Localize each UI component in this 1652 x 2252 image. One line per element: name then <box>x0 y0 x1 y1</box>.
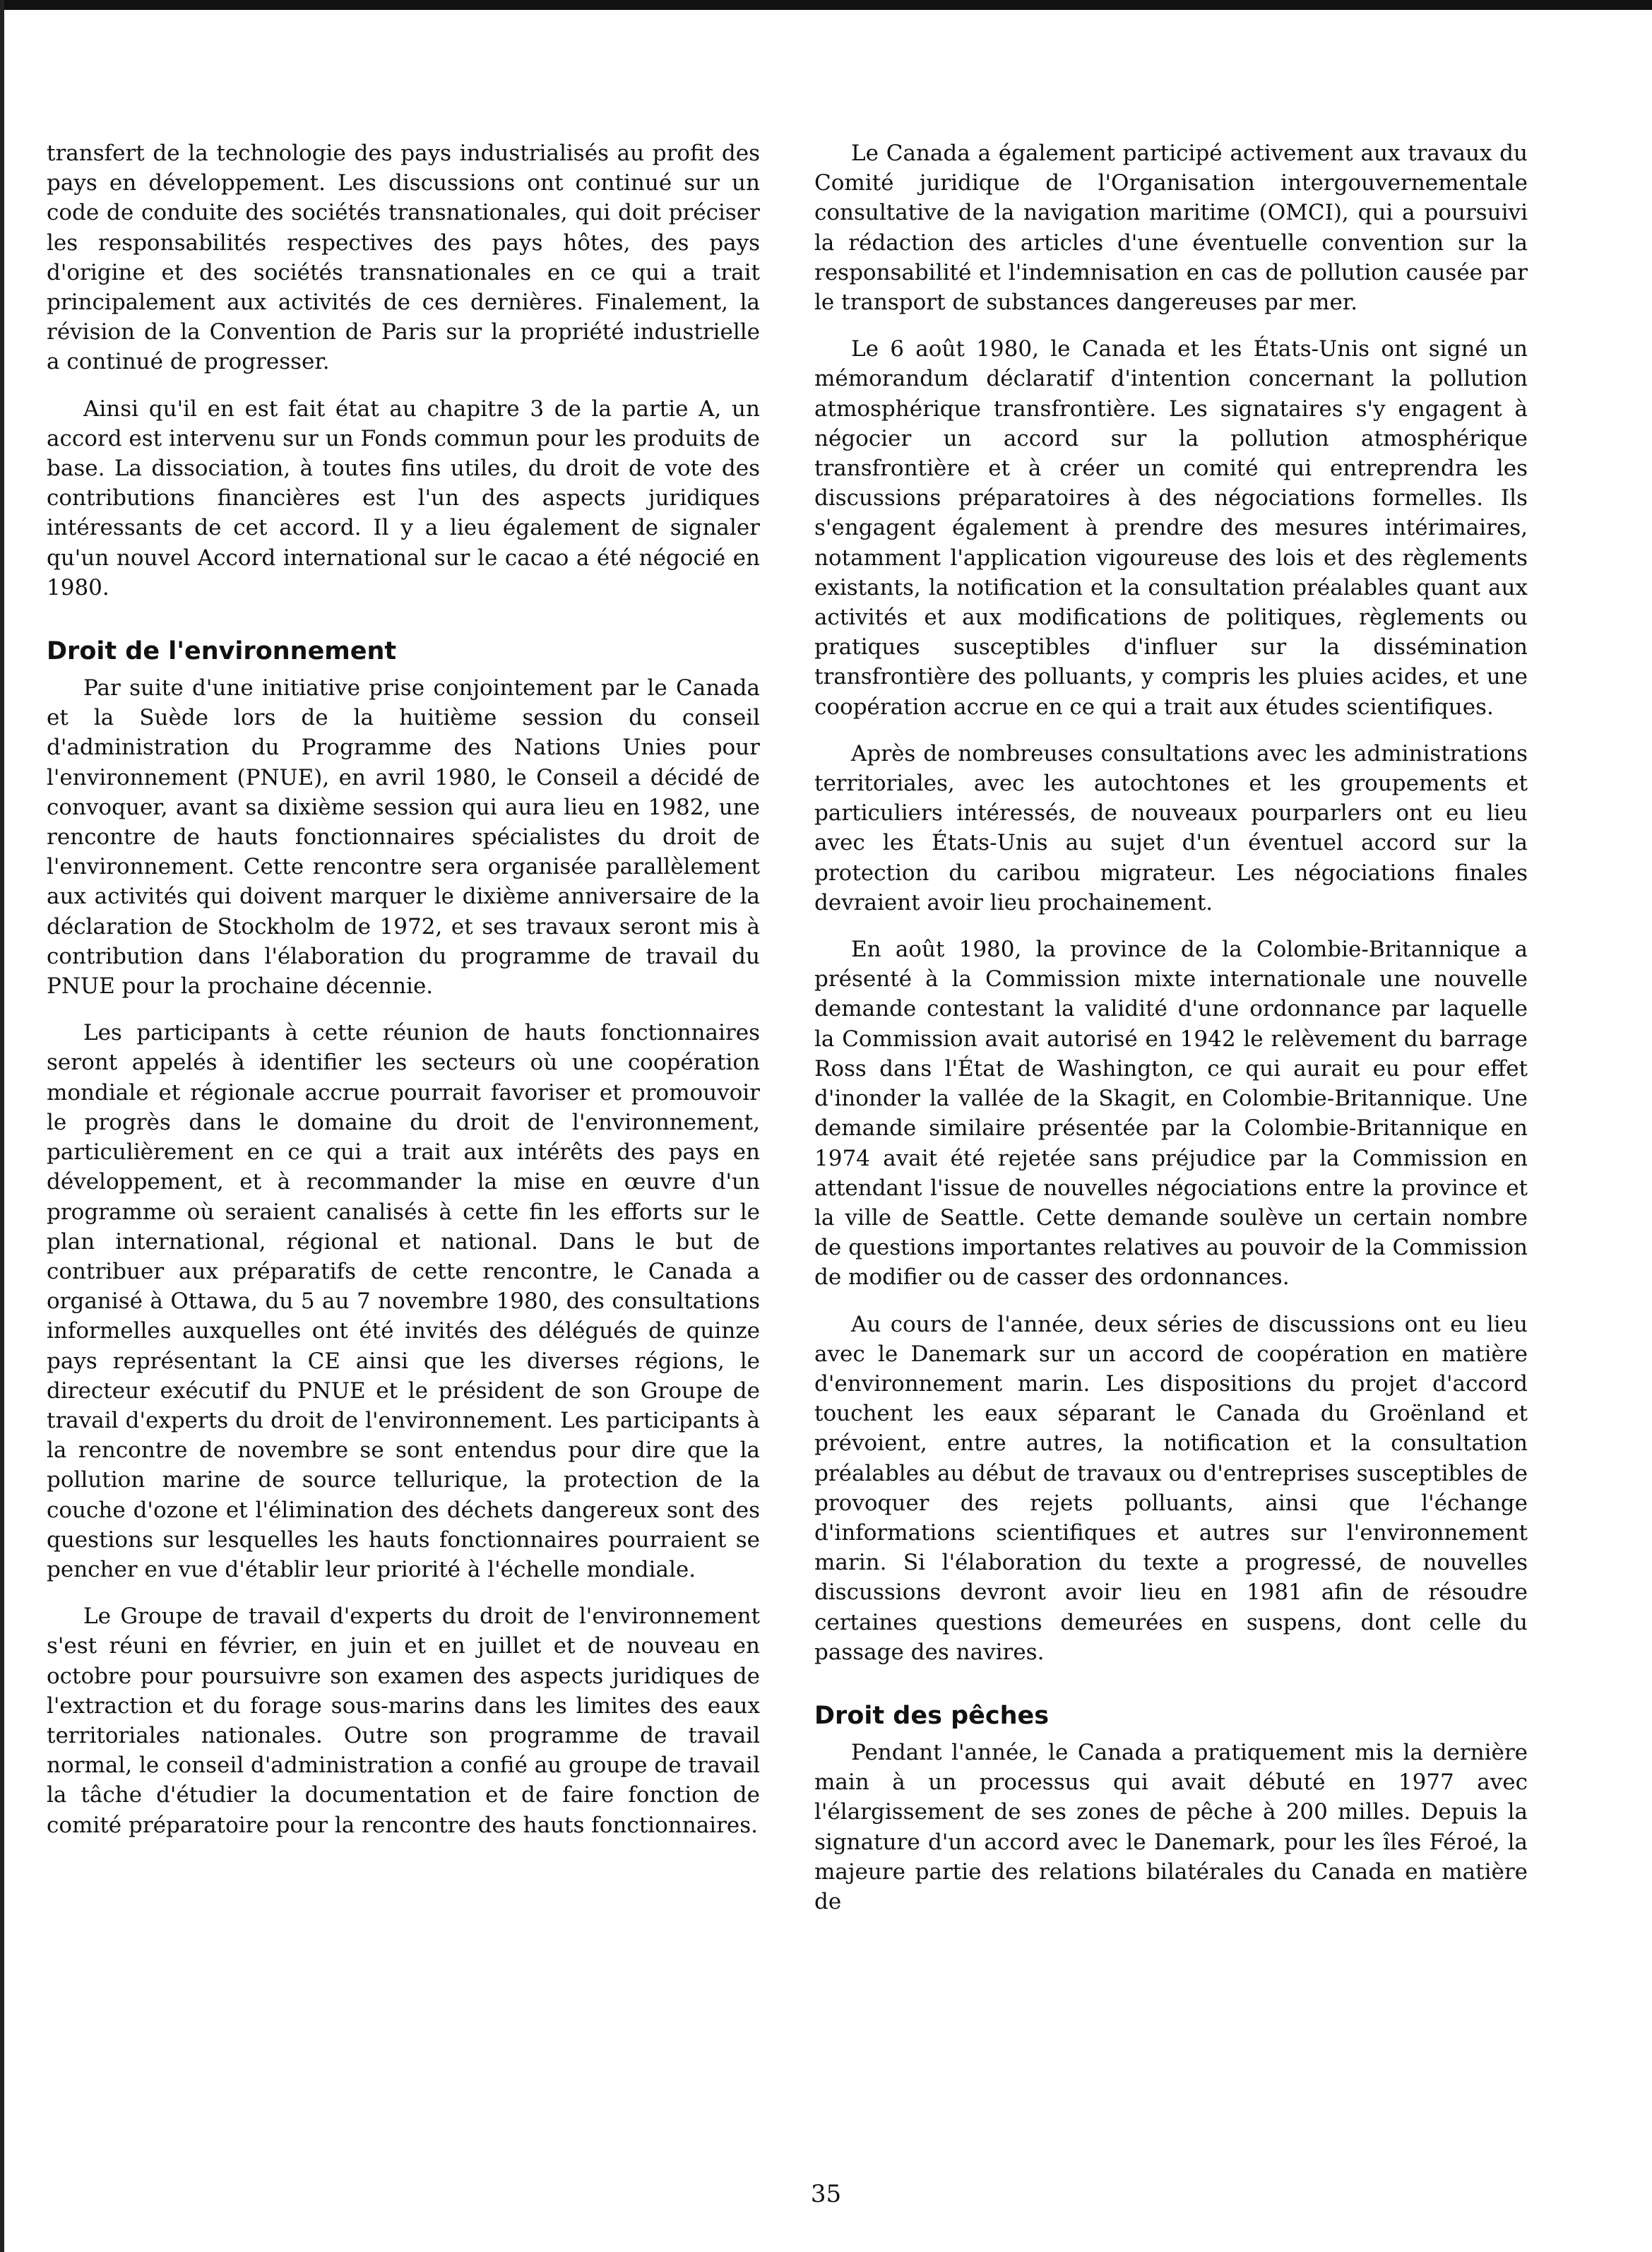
paragraph-working-group: Le Groupe de travail d'experts du droit de l'environnement s'est réuni en février, en juin et en juillet et de nouveau en octobre pour poursuivre son examen des aspects juridiques de l'extraction et du forage sous-marins dans les limites des eaux territoriales nationales. Outre son programme de travail normal, le conseil d'administration a confié au groupe de travail la tâche d'étudier la documentation et de faire fonction de comité préparatoire pour la rencontre des hauts fonctionnaires. <box>47 1604 760 1838</box>
paragraph-unep-initiative: Par suite d'une initiative prise conjointement par le Canada et la Suède lors de la huitième session du conseil d'administration du Programme des Nations Unies pour l'environnement (PNUE), en avril 1980, le Conseil a décidé de convoquer, avant sa dixième session qui aura lieu en 1982, une rencontre de hauts fonctionnaires spécialistes du droit de l'environnement. Cette rencontre sera organisée parallèlement aux activités qui doivent marquer le dixième anniversaire de la déclaration de Stockholm de 1972, et ses travaux seront mis à contribution dans l'élaboration du programme de travail du PNUE pour la prochaine décennie. <box>47 675 760 1000</box>
paragraph-imco-committee: Le Canada a également participé activement aux travaux du Comité juridique de l'Organisation intergouvernementale consultative de la navigation maritime (OMCI), qui a poursuivi la rédaction des articles d'une éventuelle convention sur la responsabilité et l'indemnisation en cas de pollution causée par le transport de substances dangereuses par mer. <box>814 141 1528 316</box>
paragraph-air-pollution-memorandum: Le 6 août 1980, le Canada et les États-Unis ont signé un mémorandum déclaratif d'intention concernant la pollution atmosphérique transfrontière. Les signataires s'y engagent à négocier un accord sur la pollution atmosphérique transfrontière et à créer un comité qui entreprendra les discussions préparatoires à des négociations formelles. Ils s'engagent également à prendre des mesures intérimaires, notamment l'application vigoureuse des lois et des règlements existants, la notification et la consultation préalables quant aux activités et aux modifications de politiques, règlements ou pratiques susceptibles d'influer sur la dissémination transfrontière des polluants, y compris les pluies acides, et une coopération accrue en ce qui a trait aux études scientifiques. <box>814 336 1528 720</box>
right-column <box>814 138 1528 1933</box>
paragraph-denmark-marine-environment: Au cours de l'année, deux séries de discussions ont eu lieu avec le Danemark sur un accord de coopération en matière d'environnement marin. Les dispositions du projet d'accord touchent les eaux séparant le Canada du Groënland et prévoient, entre autres, la notification et la consultation préalables au début de travaux ou d'entreprises susceptibles de provoquer des rejets polluants, ainsi que l'échange d'informations scientifiques et autres sur l'environnement marin. Si l'élaboration du texte a progressé, de nouvelles discussions devront avoir lieu en 1981 afin de résoudre certaines questions demeurées en suspens, dont celle du passage des navires. <box>814 1311 1528 1665</box>
heading-fisheries-law: Droit des pêches <box>814 1701 1050 1730</box>
left-column <box>47 138 760 1857</box>
page-number: 35 <box>810 2180 842 2208</box>
paragraph-fishing-zones: Pendant l'année, le Canada a pratiquement mis la dernière main à un processus qui avait débuté en 1977 avec l'élargissement de ses zones de pêche à 200 milles. Depuis la signature d'un accord avec le Danemark, pour les îles Féroé, la majeure partie des relations bilatérales du Canada en matière de <box>814 1739 1528 1914</box>
paragraph-technology-transfer: transfert de la technologie des pays industrialisés au profit des pays en développement. Les discussions ont continué sur un code de conduite des sociétés transnationales, qui doit préciser les responsabilités respectives des pays hôtes, des pays d'origine et des sociétés transnationales en ce qui a trait principalement aux activités de ces dernières. Finalement, la révision de la Convention de Paris sur la propriété industrielle a continué de progresser. <box>47 141 760 375</box>
paragraph-common-fund: Ainsi qu'il en est fait état au chapitre 3 de la partie A, un accord est intervenu sur un Fonds commun pour les produits de base. La dissociation, à toutes fins utiles, du droit de vote des contributions financières est l'un des aspects juridiques intéressants de cet accord. Il y a lieu également de signaler qu'un nouvel Accord international sur le cacao a été négocié en 1980. <box>47 396 760 600</box>
scan-top-edge <box>0 0 1652 10</box>
paragraph-skagit-valley: En août 1980, la province de la Colombie-Britannique a présenté à la Commission mixte internationale une nouvelle demande contestant la validité d'une ordonnance par laquelle la Commission avait autorisé en 1942 le relèvement du barrage Ross dans l'État de Washington, ce qui aurait eu pour effet d'inonder la vallée de la Skagit, en Colombie-Britannique. Une demande similaire présentée par la Colombie-Britannique en 1974 avait été rejetée sans préjudice par la Commission en attendant l'issue de nouvelles négociations entre la province et la ville de Seattle. Cette demande soulève un certain nombre de questions importantes relatives au pouvoir de la Commission de modifier ou de casser des ordonnances. <box>814 937 1528 1291</box>
paragraph-caribou-agreement: Après de nombreuses consultations avec les administrations territoriales, avec les autochtones et les groupements et particuliers intéressés, de nouveaux pourparlers ont eu lieu avec les États-Unis au sujet d'un éventuel accord sur la protection du caribou migrateur. Les négociations finales devraient avoir lieu prochainement. <box>814 740 1528 915</box>
heading-environment-law: Droit de l'environnement <box>47 637 397 666</box>
paragraph-senior-officials-meeting: Les participants à cette réunion de hauts fonctionnaires seront appelés à identifier les secteurs où une coopération mondiale et régionale accrue pourrait favoriser et promouvoir le progrès dans le domaine du droit de l'environnement, particulièrement en ce qui a trait aux intérêts des pays en développement, et à recommander la mise en œuvre d'un programme où seraient canalisés à cette fin les efforts sur le plan international, régional et national. Dans le but de contribuer aux préparatifs de cette rencontre, le Canada a organisé à Ottawa, du 5 au 7 novembre 1980, des consultations informelles auxquelles ont été invités des délégués de quinze pays représentant la CE ainsi que les diverses régions, le directeur exécutif du PNUE et le président de son Groupe de travail d'experts du droit de l'environnement. Les participants à la rencontre de novembre se sont entendus pour dire que la pollution marine de source tellurique, la protection de la couche d'ozone et l'élimination des déchets dangereux sont des questions sur lesquelles les hauts fonctionnaires pourraient se pencher en vue d'établir leur priorité à l'échelle mondiale. <box>47 1020 760 1582</box>
scan-left-edge <box>0 0 4 2252</box>
